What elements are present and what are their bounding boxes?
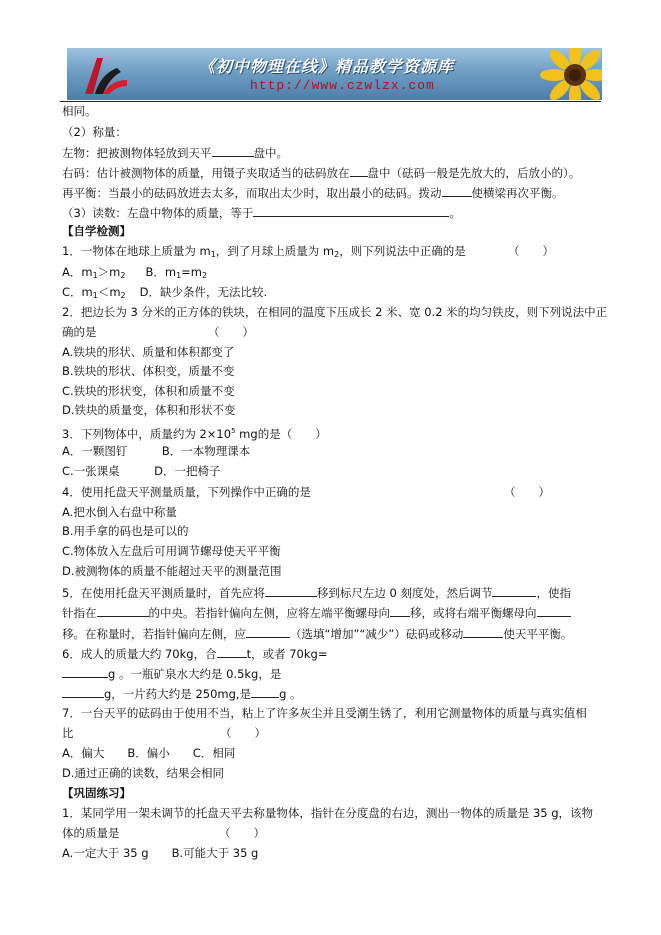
text-line: 相同。: [62, 104, 97, 118]
text-line: （3）读数：左盘中物体的质量，等于 。: [62, 206, 461, 220]
option: A.铁块的形状、质量和体积都变了: [62, 345, 235, 359]
option: B.用手拿的码也是可以的: [62, 524, 189, 538]
section-heading: 【自学检测】: [62, 224, 131, 238]
question-5: 移。在称量时，若指针偏向左侧，应 （选填“增加”“减少”）砝码或移动 使天平平衡。: [62, 627, 573, 641]
answer-blank: [463, 626, 503, 638]
answer-blank: [265, 585, 317, 597]
header-rule: [60, 101, 601, 102]
question-1: 1．一物体在地球上质量为 $m_1$，到了月球上质量为 $m_2$，则下列说法中正确的是 （ ）: [62, 244, 554, 259]
question-7: 7．一台天平的砝码由于使用不当，粘上了许多灰尘并且受潮生锈了，利用它测量物体的质量与真实值相: [62, 706, 587, 720]
answer-blank: [62, 686, 104, 698]
answer-blank: [97, 605, 149, 617]
option: B.铁块的形状、体积变，质量不变: [62, 364, 235, 378]
option: A.把水倒入右盘中称量: [62, 505, 177, 519]
sunflower-icon: [520, 48, 602, 100]
question-5: 针指在 的中央。若指针偏向左侧，应将左端平衡螺母向 移，或将右端平衡螺母向: [62, 605, 571, 621]
banner-title: 《初中物理在线》精品教学资源库: [199, 57, 455, 76]
answer-blank: [212, 145, 254, 157]
question-1-options: C．$m_1<m_2$ D．缺少条件，无法比较.: [62, 285, 268, 300]
option: A．一颗图钉 B．一本物理课本: [62, 444, 251, 458]
question-6: g，一片药大约是 250mg,是 g 。: [62, 686, 302, 702]
practice-1: 1．某同学用一架未调节的托盘天平去称量物体，指针在分度盘的右边，测出一物体的质量是 35 g，该物: [62, 806, 594, 820]
answer-blank: [442, 185, 472, 197]
answer-blank: [251, 686, 279, 698]
section-heading: 【巩固练习】: [62, 786, 131, 800]
answer-blank: [350, 165, 368, 177]
answer-blank: [253, 205, 449, 217]
answer-blank: [62, 666, 108, 678]
question-6: g 。一瓶矿泉水大约是 0.5kg，是: [62, 666, 281, 682]
answer-blank: [390, 605, 410, 617]
option: C.物体放入左盘后可用调节螺母使天平平衡: [62, 544, 281, 558]
question-2: 确的是 （ ）: [62, 325, 254, 339]
banner-url: http://www.czwlzx.com: [250, 78, 435, 93]
option: D.通过正确的读数，结果会相同: [62, 766, 225, 780]
question-1-options: A．$m_1>m_2$ B．$m_1=m_2$: [62, 265, 208, 280]
answer-blank: [217, 646, 247, 658]
answer-blank: [537, 605, 571, 617]
question-4: 4．使用托盘天平测量质量，下列操作中正确的是 （ ）: [62, 485, 550, 499]
option: A.一定大于 35 g B.可能大于 35 g: [62, 846, 259, 860]
question-7: 比 （ ）: [62, 726, 266, 740]
site-logo-icon: [77, 54, 135, 96]
question-5: 5．在使用托盘天平测质量时，首先应将 移到标尺左边 0 刻度处，然后调节 ，使指: [62, 586, 571, 600]
option: D.铁块的质量变，体积和形状不变: [62, 403, 236, 417]
option: A．偏大 B．偏小 C．相同: [62, 746, 236, 760]
practice-1: 体的质量是 （ ）: [62, 826, 265, 840]
text-line: 左物：把被测物体轻放到天平 盘中。: [62, 146, 288, 160]
question-2: 2．把边长为 3 分米的正方体的铁块，在相同的温度下压成长 2 米、宽 0.2 米的均匀铁皮，则下列说法中正: [62, 305, 608, 319]
text-line: 再平衡：当最小的砝码放进去太多，而取出太少时，取出最小的砝码。拨动 使横梁再次平衡。: [62, 186, 564, 200]
text-line: 右码：估计被测物体的质量，用镊子夹取适当的砝码放在 盘中（砝码一般是先放大的，后放小的）。: [62, 166, 581, 180]
answer-blank: [492, 585, 536, 597]
option: C.铁块的形状变，体积和质量不变: [62, 384, 235, 398]
text-line: （2）称量：: [62, 125, 127, 139]
question-6: 6．成人的质量大约 70kg，合 t，或者 70kg=: [62, 647, 328, 661]
answer-blank: [246, 626, 290, 638]
question-3: 3．下列物体中，质量约为 $2\times 10^5$ mg的是（ ）: [62, 427, 327, 441]
header-banner: [67, 48, 602, 100]
option: C.一张课桌 D．一把椅子: [62, 464, 221, 478]
option: D.被测物体的质量不能超过天平的测量范围: [62, 564, 282, 578]
